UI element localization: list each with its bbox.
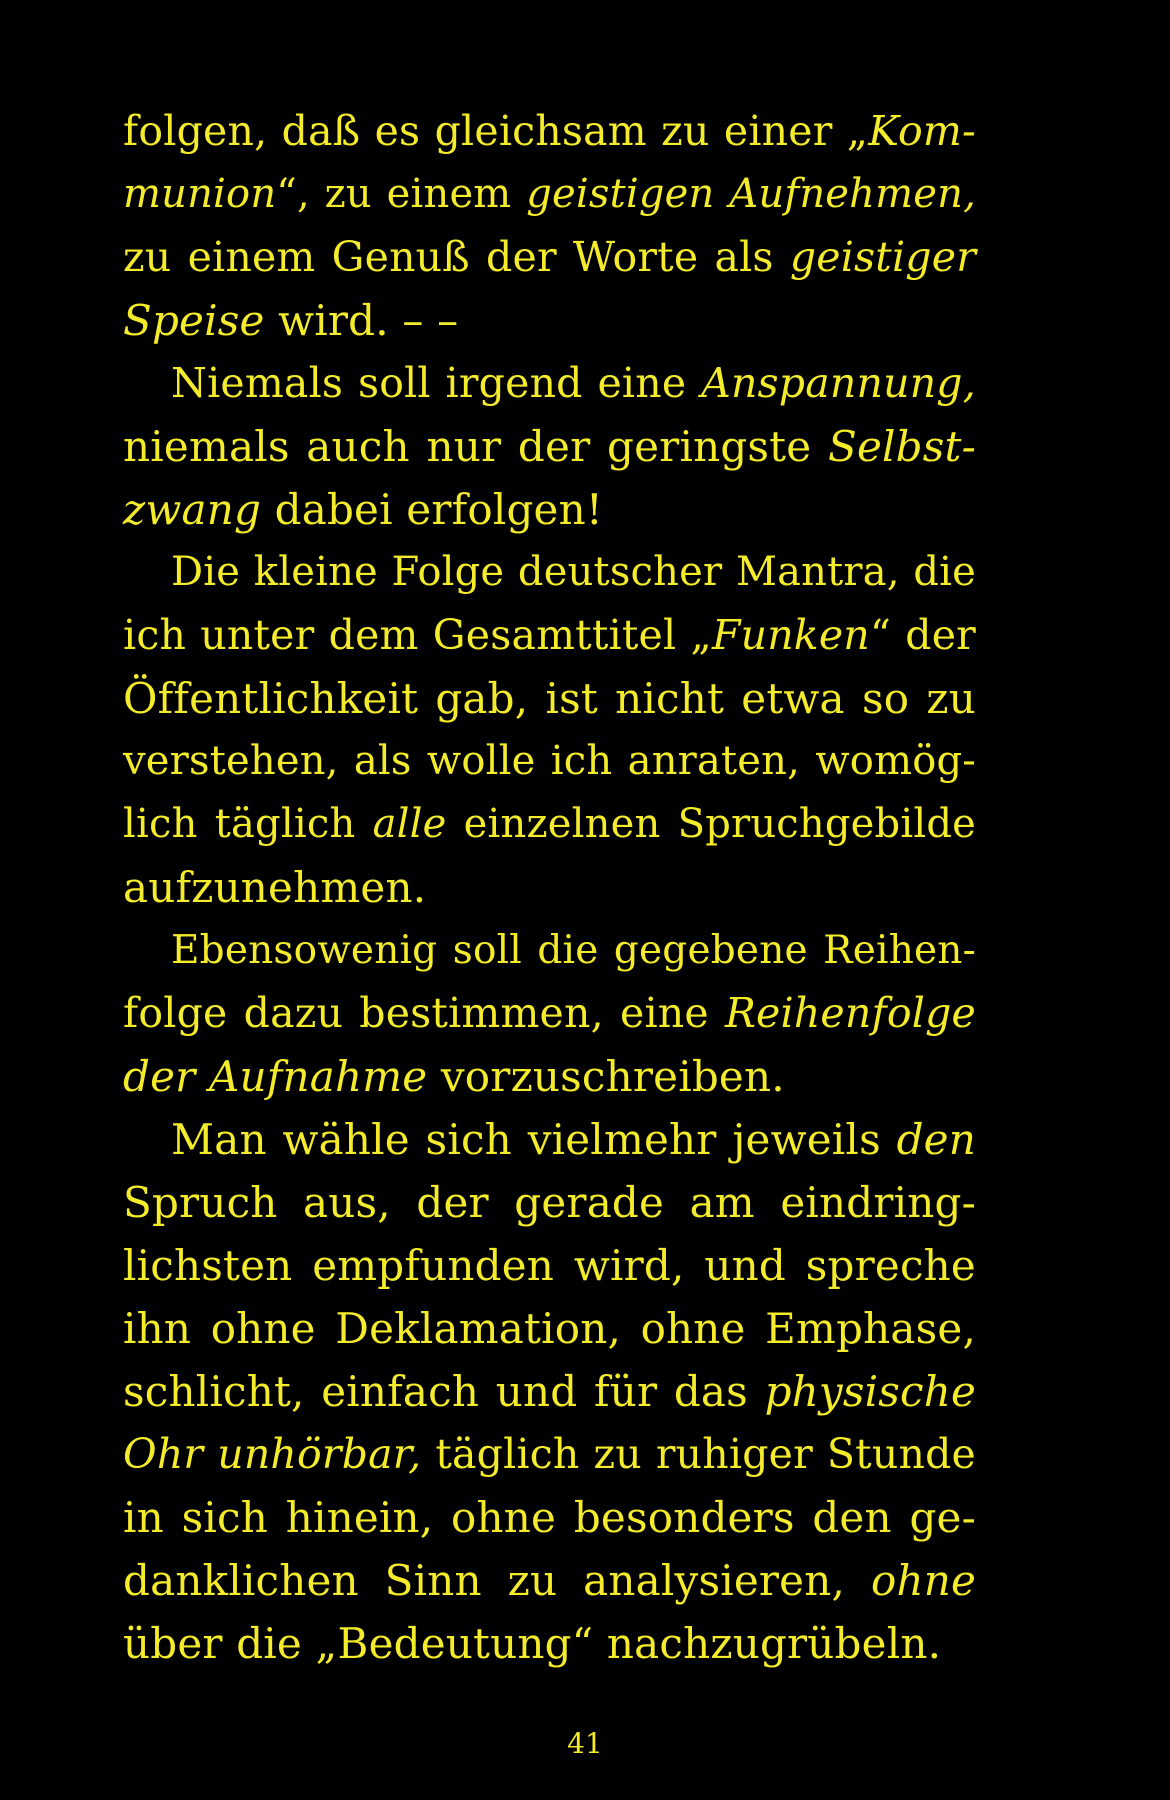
italic-text: geistigen Aufnehmen, [526, 171, 976, 217]
italic-text: ohne [870, 1556, 976, 1605]
body-text [123, 100, 976, 1675]
text-segment: ihn ohne Deklamation, ohne Emphase, [123, 1304, 976, 1353]
text-line [123, 667, 976, 730]
text-segment: lich täglich [123, 801, 373, 847]
text-segment: Spruch aus, der gerade am eindring- [123, 1178, 976, 1227]
text-line [123, 1045, 976, 1108]
text-line [123, 226, 976, 289]
text-line [123, 919, 976, 982]
italic-text: Funken [711, 611, 870, 659]
text-segment: über die „Bedeutung“ nachzugrübeln. [123, 1619, 942, 1668]
text-segment: “ der [869, 611, 976, 659]
text-segment: verstehen, als wolle ich anraten, womög- [123, 738, 976, 784]
italic-text: Speise [123, 296, 265, 345]
text-line [123, 478, 976, 541]
text-segment: aufzunehmen. [123, 863, 427, 912]
text-line [123, 289, 976, 352]
text-line [123, 1423, 976, 1486]
text-segment: Die kleine Folge deutscher Mantra, die [171, 549, 976, 595]
text-segment: einzelnen Spruchgebilde [446, 801, 976, 847]
text-line [123, 163, 976, 226]
text-line [123, 541, 976, 604]
text-segment: Öffentlichkeit gab, ist nicht etwa so zu [123, 674, 976, 723]
text-segment: schlicht, einfach und für das [123, 1367, 765, 1416]
text-segment: Ebensowenig soll die gegebene Reihen- [171, 928, 976, 973]
text-line [123, 730, 976, 793]
text-segment: niemals auch nur der geringste [123, 422, 829, 471]
text-segment: ich unter dem Gesamttitel „ [123, 611, 712, 659]
italic-text: Anspannung, [701, 359, 976, 407]
text-line [123, 100, 976, 163]
text-segment: lichsten empfunden wird, und spreche [123, 1241, 976, 1290]
text-segment: “, zu einem [276, 171, 527, 217]
italic-text: alle [372, 801, 447, 847]
page-number: 41 [567, 1727, 603, 1760]
text-line [123, 1297, 976, 1360]
text-line [123, 1486, 976, 1549]
text-line [123, 604, 976, 667]
text-line [123, 1108, 976, 1171]
text-line [123, 793, 976, 856]
text-line [123, 415, 976, 478]
text-line [123, 982, 976, 1045]
text-line [123, 1360, 976, 1423]
text-segment: vorzuschreiben. [427, 1052, 785, 1101]
text-line [123, 1234, 976, 1297]
italic-text: physische [764, 1367, 976, 1416]
text-segment: täglich zu ruhiger Stunde [421, 1430, 976, 1478]
italic-text: den [896, 1115, 976, 1164]
text-segment: folge dazu bestimmen, eine [123, 989, 725, 1037]
italic-text: geistiger [789, 233, 976, 281]
text-segment: in sich hinein, ohne besonders den ge- [123, 1493, 976, 1542]
italic-text: munion [123, 171, 277, 217]
italic-text: zwang [123, 485, 262, 534]
text-segment: dabei erfolgen! [261, 485, 603, 534]
text-segment: danklichen Sinn zu analysieren, [123, 1556, 871, 1605]
italic-text: Selbst- [828, 422, 976, 471]
text-line [123, 1171, 976, 1234]
italic-text: der Aufnahme [123, 1052, 428, 1101]
text-segment: zu einem Genuß der Worte als [123, 233, 790, 281]
text-segment: Niemals soll irgend eine [171, 359, 702, 407]
italic-text: Ohr unhörbar, [123, 1430, 422, 1478]
text-segment: wird. – – [264, 296, 459, 345]
text-segment: Man wähle sich vielmehr jeweils [171, 1115, 897, 1164]
text-line [123, 1549, 976, 1612]
text-line [123, 1612, 976, 1675]
text-line [123, 856, 976, 919]
italic-text: Kom- [868, 107, 976, 155]
text-line [123, 352, 976, 415]
text-segment: folgen, daß es gleichsam zu einer „ [123, 107, 869, 155]
italic-text: Reihenfolge [724, 989, 976, 1037]
